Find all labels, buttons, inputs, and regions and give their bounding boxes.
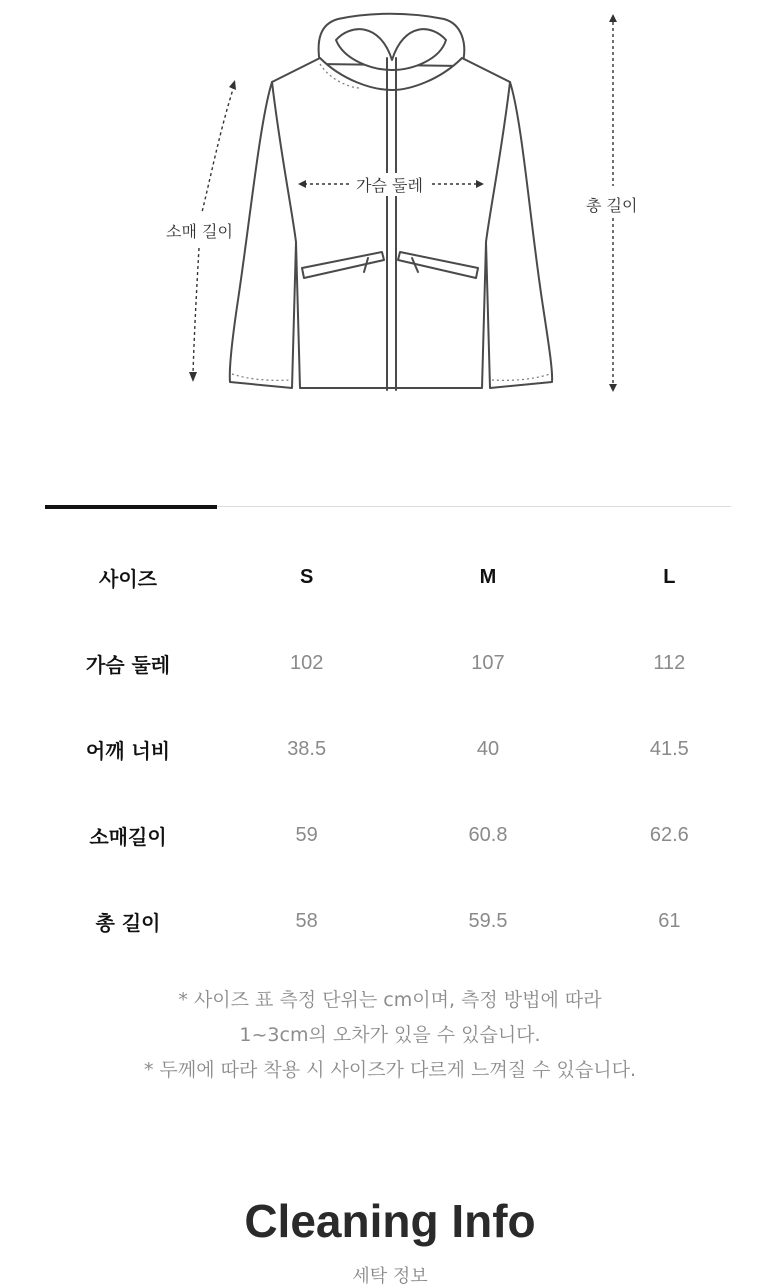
cell-value: 58: [295, 909, 318, 932]
note-line: * 사이즈 표 측정 단위는 cm이며, 측정 방법에 따라: [178, 989, 602, 1011]
jacket-measurement-diagram: [0, 0, 780, 420]
note-line: * 두께에 따라 착용 시 사이즈가 다르게 느껴질 수 있습니다.: [143, 1059, 637, 1081]
size-column-m: M: [479, 565, 497, 588]
size-column-s: S: [299, 565, 314, 588]
sleeve-measure-label: 소매 길이: [166, 219, 233, 242]
row-label-sleeve: 소매길이: [89, 824, 167, 849]
cell-value: 112: [653, 651, 686, 674]
table-row: [40, 620, 760, 706]
row-label-chest: 가슴 둘레: [85, 652, 171, 677]
cell-value: 61: [658, 909, 681, 932]
size-table-header-row: [40, 534, 760, 620]
row-label-shoulder: 어깨 너비: [85, 738, 171, 763]
table-row: [40, 792, 760, 878]
cell-value: 107: [471, 651, 505, 674]
cell-value: 102: [289, 651, 324, 674]
cell-value: 60.8: [468, 823, 508, 846]
note-line: 1~3cm의 오차가 있을 수 있습니다.: [239, 1024, 541, 1046]
table-row: [40, 706, 760, 792]
size-header-label: 사이즈: [99, 566, 157, 591]
size-notes: [0, 983, 780, 1088]
tab-indicator: [45, 505, 731, 508]
tab-active-indicator: [45, 505, 217, 509]
size-table: [40, 534, 760, 964]
cleaning-info-subtitle: 세탁 정보: [352, 1266, 428, 1287]
cell-value: 38.5: [287, 737, 327, 760]
cell-value: 62.6: [649, 823, 689, 846]
table-row: [40, 878, 760, 964]
cell-value: 40: [476, 737, 500, 760]
cell-value: 59: [295, 823, 318, 846]
row-label-total-length: 총 길이: [95, 910, 161, 935]
cell-value: 41.5: [649, 737, 689, 760]
size-column-l: L: [663, 565, 676, 588]
jacket-illustration: [0, 0, 780, 420]
cell-value: 59.5: [468, 909, 508, 932]
chest-measure-label: 가슴 둘레: [356, 173, 423, 196]
cleaning-info-title: Cleaning Info: [244, 1195, 536, 1247]
total-length-measure-label: 총 길이: [586, 193, 637, 216]
